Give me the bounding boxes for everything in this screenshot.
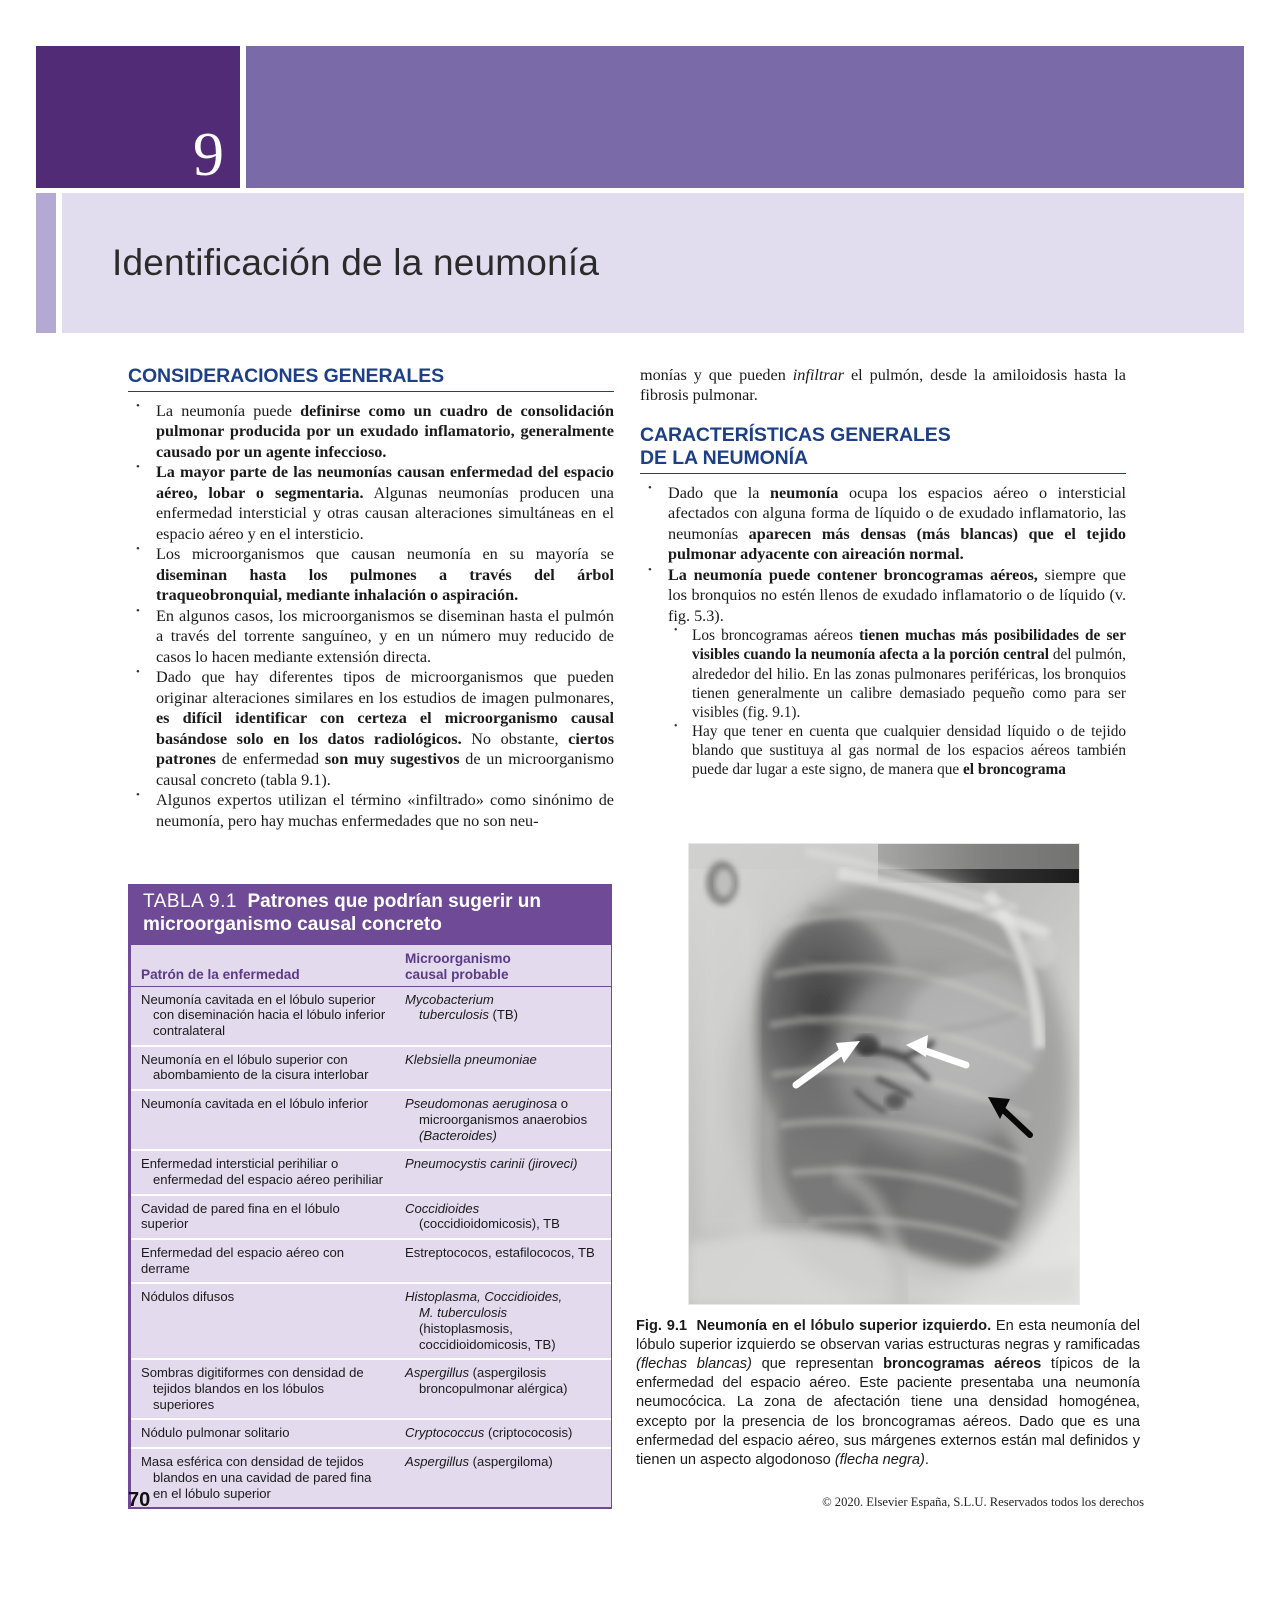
cell-pattern: Neumonía en el lóbulo superior con abombamiento de la cisura interlobar (131, 1046, 395, 1090)
list-item: • La neumonía puede definirse como un cuadro de consolidación pulmonar producida por un exudado inflamatorio, generalmente causado por un agente infeccioso. (128, 401, 614, 462)
list-item: • Dado que la neumonía ocupa los espacios aéreo o intersticial afectados con alguna forma de líquido o de exudado inflamatorio, las neumonías aparecen más densas (más blancas) que el tejido pulmonar adyacente con aireación normal. (640, 483, 1126, 565)
table-row (131, 1195, 611, 1239)
page-title: Identificación de la neumonía (112, 242, 600, 284)
list-item: • La mayor parte de las neumonías causan enfermedad del espacio aéreo, lobar o segmentaria. Algunas neumonías producen una enfermedad intersticial y otras causan alteraciones simultáneas en el espacio aéreo y en el intersticio. (128, 462, 614, 544)
copyright-notice: © 2020. Elsevier España, S.L.U. Reservados todos los derechos (822, 1495, 1144, 1509)
left-column (128, 365, 614, 831)
table-row (131, 1239, 611, 1283)
cell-pattern: Neumonía cavitada en el lóbulo superior con diseminación hacia el lóbulo inferior contralateral (131, 986, 395, 1046)
chapter-title-banner (36, 193, 1244, 333)
section-heading-caracteristicas (640, 424, 1126, 470)
cell-organism: Aspergillus (aspergilosis broncopulmonar alérgica) (395, 1359, 611, 1419)
table-row (131, 1150, 611, 1194)
section-heading-consideraciones: CONSIDERACIONES GENERALES (128, 365, 445, 387)
cell-organism: Cryptococcus (criptococosis) (395, 1419, 611, 1448)
caracteristicas-bullet-list (640, 483, 1126, 779)
cell-organism: Pneumocystis carinii (jiroveci) (395, 1150, 611, 1194)
table-9-1 (128, 884, 612, 1509)
patterns-table (131, 945, 611, 1508)
list-item: • Algunos expertos utilizan el término «infiltrado» como sinónimo de neumonía, pero hay muchas enfermedades que no son neu- (128, 790, 614, 831)
list-item (640, 565, 1126, 779)
column-header-pattern: Patrón de la enfermedad (131, 945, 395, 987)
chest-xray-image (688, 843, 1080, 1305)
figure-caption: Fig. 9.1 Neumonía en el lóbulo superior izquierdo. En esta neumonía del lóbulo superior izquierdo se observan varias estructuras negras y ramificadas (flechas blancas) que representan broncogramas aéreos típicos de la enfermedad del espacio aéreo. Este paciente presentaba una neumonía neumocócica. La zona de afectación tiene una densidad homogénea, excepto por la presencia de los broncogramas aéreos. Dado que es una enfermedad del espacio aéreo, sus márgenes externos están mal definidos y tienen un aspecto algodonoso (flecha negra). (636, 1318, 1141, 1468)
sub-bullet-list (668, 626, 1126, 779)
table-row (131, 1046, 611, 1090)
table-row (131, 1090, 611, 1150)
cell-organism: Estreptococos, estafilococos, TB (395, 1239, 611, 1283)
chapter-banner-fill (246, 46, 1244, 188)
cell-pattern: Enfermedad intersticial perihiliar o enfermedad del espacio aéreo perihiliar (131, 1150, 395, 1194)
chapter-banner (36, 46, 1244, 188)
column-header-organism-line2: causal probable (405, 966, 509, 982)
cell-pattern: Sombras digitiformes con densidad de tejidos blandos en los lóbulos superiores (131, 1359, 395, 1419)
table-label: TABLA 9.1 (143, 891, 237, 912)
list-item: • En algunos casos, los microorganismos se diseminan hasta el pulmón a través del torrente sanguíneo, y en un número muy reducido de casos lo hacen mediante extensión directa. (128, 606, 614, 667)
table-row (131, 1359, 611, 1419)
cell-pattern: Masa esférica con densidad de tejidos blandos en una cavidad de pared fina en el lóbulo superior (131, 1448, 395, 1507)
column-header-organism-line1: Microorganismo (405, 950, 511, 966)
chapter-number-box (36, 46, 240, 188)
title-banner-body (62, 193, 1244, 333)
cell-organism: Mycobacterium tuberculosis (TB) (395, 986, 611, 1046)
section-rule (640, 473, 1126, 474)
list-item: • Los microorganismos que causan neumonía en su mayoría se diseminan hasta los pulmones a través del árbol traqueobronquial, mediante inhalación o aspiración. (128, 544, 614, 605)
chapter-number: 9 (193, 121, 224, 189)
cell-organism: Coccidioides (coccidioidomicosis), TB (395, 1195, 611, 1239)
table-title: Patrones que podrían sugerir un microorganismo causal concreto (143, 891, 541, 935)
cell-organism: Klebsiella pneumoniae (395, 1046, 611, 1090)
table-row (131, 986, 611, 1046)
sub-list-item: • Hay que tener en cuenta que cualquier densidad líquido o de tejido blando que sustituya al gas normal de los espacios aéreos también puede dar lugar a este signo, de manera que el broncograma (668, 722, 1126, 779)
table-row (131, 1448, 611, 1507)
right-column (640, 365, 1126, 779)
sub-list-item: • Los broncogramas aéreos tienen muchas más posibilidades de ser visibles cuando la neumonía afecta a la porción central del pulmón, alrededor del hilio. En las zonas pulmonares periféricas, los bronquios tienen generalmente un calibre demasiado pequeño como para ser visibles (fig. 9.1). (668, 626, 1126, 722)
cell-pattern: Neumonía cavitada en el lóbulo inferior (131, 1090, 395, 1150)
cell-organism: Aspergillus (aspergiloma) (395, 1448, 611, 1507)
continuation-paragraph: monías y que pueden infiltrar el pulmón, desde la amiloidosis hasta la fibrosis pulmonar. (640, 366, 1126, 405)
cell-organism: Histoplasma, Coccidioides, M. tuberculosis (histoplasmosis, coccidioidomicosis, TB) (395, 1283, 611, 1359)
consideraciones-bullet-list (128, 401, 614, 831)
table-header-row (131, 945, 611, 987)
list-item: • Dado que hay diferentes tipos de microorganismos que pueden originar alteraciones similares en los estudios de imagen pulmonares, es difícil identificar con certeza el microorganismo causal basándose solo en los datos radiológicos. No obstante, ciertos patrones de enfermedad son muy sugestivos de un microorganismo causal concreto (tabla 9.1). (128, 667, 614, 790)
patterns-table-body (131, 986, 611, 1507)
xray-graphic (688, 843, 1080, 1305)
section-heading-line1: CARACTERÍSTICAS GENERALES (640, 423, 951, 446)
cell-organism: Pseudomonas aeruginosa o microorganismos anaerobios (Bacteroides) (395, 1090, 611, 1150)
table-row (131, 1283, 611, 1359)
cell-pattern: Enfermedad del espacio aéreo con derrame (131, 1239, 395, 1283)
figure-9-1 (636, 843, 1141, 1484)
column-header-organism (395, 945, 611, 987)
section-heading-line2: DE LA NEUMONÍA (640, 446, 808, 469)
cell-pattern: Cavidad de pared fina en el lóbulo superior (131, 1195, 395, 1239)
section-rule (128, 391, 614, 392)
table-title-bar (131, 884, 611, 945)
page-number: 70 (128, 1489, 151, 1511)
list-item-text: La neumonía puede contener broncogramas aéreos, siempre que los bronquios no estén llenos de exudado inflamatorio o de líquido (v. fig. 5.3). (668, 565, 1126, 625)
table-row (131, 1419, 611, 1448)
cell-pattern: Nódulo pulmonar solitario (131, 1419, 395, 1448)
cell-pattern: Nódulos difusos (131, 1283, 395, 1359)
title-banner-tab (36, 193, 56, 333)
